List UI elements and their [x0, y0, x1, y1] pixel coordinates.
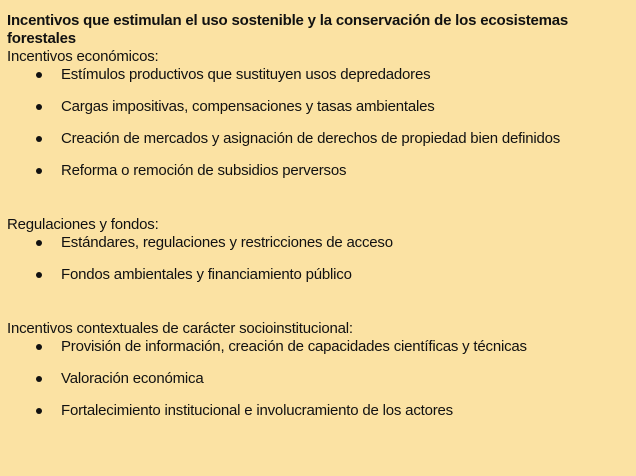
bullet-icon: [36, 376, 42, 382]
bullet-icon: [36, 240, 42, 246]
list-item-text: Cargas impositivas, compensaciones y tasas ambientales: [61, 98, 435, 115]
list-item: [7, 338, 636, 370]
list-item-text: Provisión de información, creación de capacidades científicas y técnicas: [61, 338, 527, 355]
list-item: [7, 66, 636, 98]
list-item: [7, 402, 636, 434]
bullet-icon: [36, 408, 42, 414]
list-item: [7, 234, 636, 266]
list-item-text: Reforma o remoción de subsidios perversos: [61, 162, 347, 179]
list-item: [7, 130, 636, 162]
contextual-incentives-list: [7, 338, 636, 434]
bullet-icon: [36, 104, 42, 110]
list-item-text: Estándares, regulaciones y restricciones de acceso: [61, 234, 393, 251]
list-item: [7, 162, 636, 194]
list-item-text: Fondos ambientales y financiamiento público: [61, 266, 352, 283]
bullet-icon: [36, 168, 42, 174]
list-item-text: Valoración económica: [61, 370, 204, 387]
list-item: [7, 370, 636, 402]
bullet-icon: [36, 344, 42, 350]
bullet-icon: [36, 72, 42, 78]
list-item-text: Estímulos productivos que sustituyen usos depredadores: [61, 66, 431, 83]
list-item-text: Creación de mercados y asignación de derechos de propiedad bien definidos: [61, 130, 561, 147]
section-heading-regulations: Regulaciones y fondos:: [7, 216, 159, 233]
list-item-text: Fortalecimiento institucional e involucramiento de los actores: [61, 402, 453, 419]
panel-title: Incentivos que estimulan el uso sostenible y la conservación de los ecosistemas forestales: [7, 12, 569, 47]
section-heading-economic: Incentivos económicos:: [7, 48, 159, 65]
economic-incentives-list: [7, 66, 636, 194]
regulations-list: [7, 234, 636, 298]
section-heading-contextual: Incentivos contextuales de carácter socioinstitucional:: [7, 320, 353, 337]
list-item: [7, 98, 636, 130]
bullet-icon: [36, 272, 42, 278]
bullet-icon: [36, 136, 42, 142]
list-item: [7, 266, 636, 298]
